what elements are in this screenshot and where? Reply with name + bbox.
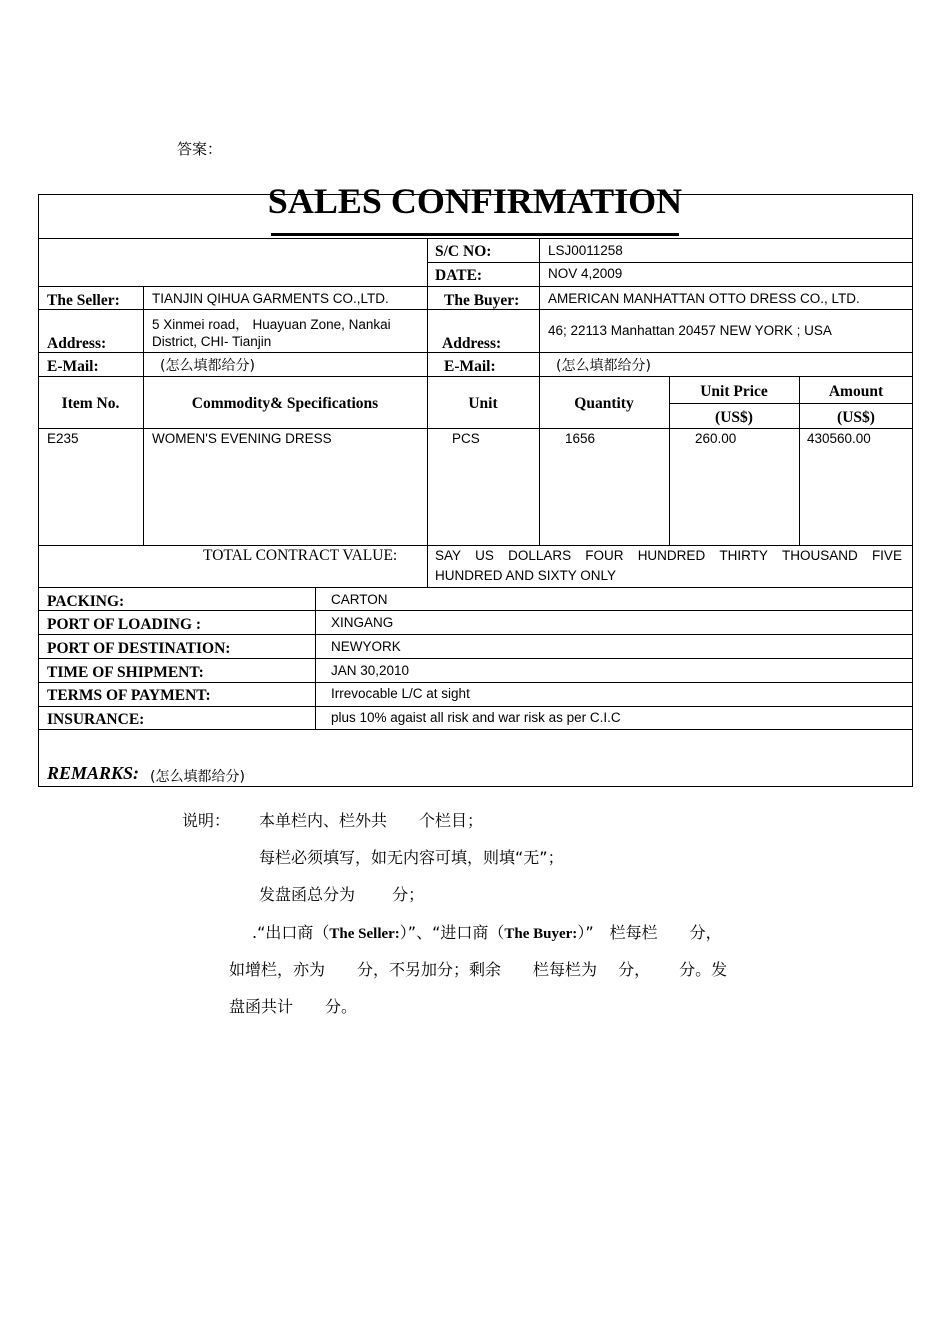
divider	[38, 706, 913, 707]
buyer-address: 46; 22113 Manhattan 20457 NEW YORK ; USA	[548, 323, 832, 338]
divider	[315, 587, 316, 729]
document-title: SALES CONFIRMATION	[267, 181, 683, 221]
buyer-name: AMERICAN MANHATTAN OTTO DRESS CO., LTD.	[548, 291, 860, 306]
title-underline	[271, 233, 679, 236]
total-value-word: HUNDRED	[637, 548, 706, 563]
total-label: TOTAL CONTRACT VALUE:	[203, 547, 398, 564]
divider	[38, 376, 913, 377]
divider	[38, 238, 913, 239]
seller-label: The Seller:	[47, 292, 120, 309]
insurance-label: INSURANCE:	[47, 711, 145, 728]
header-item-no: Item No.	[61, 395, 120, 412]
item-no-cell: E235	[47, 431, 79, 446]
divider	[38, 545, 913, 546]
seller-address-label: Address:	[47, 335, 107, 352]
commodity-cell: WOMEN'S EVENING DRESS	[152, 431, 332, 446]
port-of-loading-label: PORT OF LOADING :	[47, 616, 202, 633]
notes-line5: 如增栏，亦为 分，不另加分；剩余 栏每栏为 分， 分。发	[229, 960, 728, 979]
total-value-word: US	[475, 548, 494, 563]
sc-no-value: LSJ0011258	[548, 243, 623, 258]
terms-of-payment-value: Irrevocable L/C at sight	[331, 686, 470, 701]
divider	[38, 587, 913, 588]
terms-of-payment-label: TERMS OF PAYMENT:	[47, 687, 211, 704]
packing-value: CARTON	[331, 592, 388, 607]
divider	[669, 403, 913, 404]
total-value-word: THOUSAND	[782, 548, 858, 563]
notes-line4-part-b: ）”、“进口商（	[399, 923, 505, 942]
port-of-loading-value: XINGANG	[331, 615, 394, 630]
time-of-shipment-label: TIME OF SHIPMENT:	[47, 664, 204, 681]
divider	[38, 610, 913, 611]
unit-price-cell: 260.00	[695, 431, 737, 446]
buyer-email: (怎么填都给分)	[556, 358, 651, 374]
header-unit-price: Unit Price	[700, 383, 768, 400]
divider	[799, 376, 800, 545]
buyer-email-label: E-Mail:	[444, 358, 496, 375]
seller-email: (怎么填都给分)	[160, 358, 255, 374]
answer-label: 答案：	[177, 142, 223, 158]
seller-email-label: E-Mail:	[47, 358, 99, 375]
divider	[38, 658, 913, 659]
time-of-shipment-value: JAN 30,2010	[331, 663, 410, 678]
notes-line4-seller: The Seller:	[329, 926, 400, 942]
port-of-destination-value: NEWYORK	[331, 639, 401, 654]
buyer-label: The Buyer:	[444, 292, 520, 309]
remarks-value: (怎么填都给分)	[150, 769, 245, 785]
divider	[38, 634, 913, 635]
packing-label: PACKING:	[47, 593, 125, 610]
buyer-address-label: Address:	[442, 335, 502, 352]
total-value-word: FOUR	[585, 548, 624, 563]
notes-line3: 发盘函总分为 分；	[259, 885, 425, 904]
divider	[38, 729, 913, 730]
seller-name: TIANJIN QIHUA GARMENTS CO.,LTD.	[152, 291, 389, 306]
sc-no-label: S/C NO:	[435, 243, 492, 260]
total-value-line2: HUNDRED AND SIXTY ONLY	[435, 568, 617, 583]
notes-line4	[252, 920, 722, 943]
header-amount: Amount	[828, 383, 884, 400]
divider	[669, 376, 670, 545]
notes-line1: 本单栏内、栏外共 个栏目；	[259, 811, 484, 830]
header-unit-price-currency: (US$)	[715, 409, 753, 426]
total-value-word: SAY	[435, 548, 462, 563]
notes-line4-part-c: ）” 栏每栏 分，	[577, 923, 722, 942]
seller-address-line1: 5 Xinmei road， Huayuan Zone, Nankai	[152, 317, 391, 332]
notes-line2: 每栏必须填写，如无内容可填，则填“无”；	[259, 848, 564, 867]
notes-line4-part-a: .“出口商（	[252, 923, 330, 942]
amount-cell: 430560.00	[807, 431, 871, 446]
notes-line4-buyer: The Buyer:	[504, 926, 578, 942]
notes-heading: 说明：	[182, 811, 231, 830]
total-value-word: DOLLARS	[508, 548, 572, 563]
total-value-word: FIVE	[871, 548, 902, 563]
header-quantity: Quantity	[574, 395, 634, 412]
divider	[143, 286, 144, 376]
quantity-cell: 1656	[565, 431, 596, 446]
divider	[38, 286, 913, 287]
divider	[539, 238, 540, 376]
divider	[427, 262, 913, 263]
date-label: DATE:	[435, 267, 483, 284]
insurance-value: plus 10% agaist all risk and war risk as per C.I.C	[331, 710, 621, 725]
date-value: NOV 4,2009	[548, 266, 623, 281]
remarks-label: REMARKS:	[47, 763, 140, 783]
seller-address-line2: District, CHI- Tianjin	[152, 334, 272, 349]
divider	[38, 682, 913, 683]
divider	[38, 428, 913, 429]
total-value-line1	[435, 548, 902, 563]
port-of-destination-label: PORT OF DESTINATION:	[47, 640, 231, 657]
header-unit: Unit	[468, 395, 498, 412]
total-value-word: THIRTY	[719, 548, 768, 563]
header-amount-currency: (US$)	[837, 409, 875, 426]
header-commodity: Commodity& Specifications	[191, 395, 379, 412]
notes-line6: 盘函共计 分。	[229, 997, 358, 1016]
unit-cell: PCS	[452, 431, 480, 446]
